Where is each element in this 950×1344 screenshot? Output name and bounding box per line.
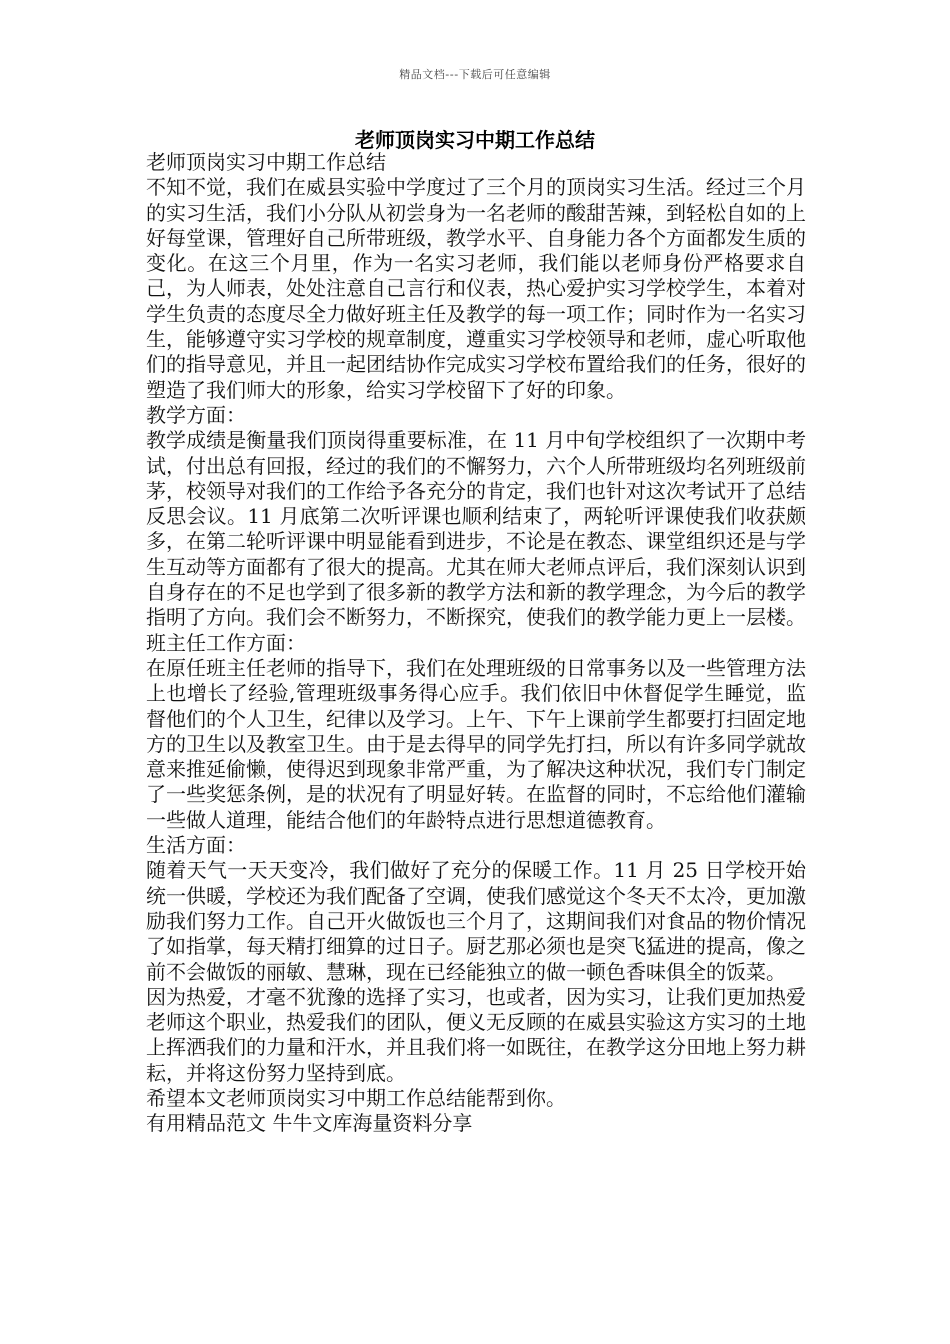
life-paragraph: 随着天气一天天变冷，我们做好了充分的保暖工作。11 月 25 日学校开始统一供暖，学校还为我们配备了空调，使我们感觉这个冬天不太冷，更加激励我们努力工作。自己开火做饭也三个月了，这期间我们对食品的物价情况了如指掌，每天精打细算的过日子。厨艺那必须也是突飞猛进的提高，像之前不会做饭的丽敏、慧琳，现在已经能独立的做一顿色香味俱全的饭菜。	[146, 858, 806, 984]
section-heading-life: 生活方面：	[146, 833, 246, 858]
subtitle-line: 老师顶岗实习中期工作总结	[146, 150, 386, 174]
teaching-paragraph: 教学成绩是衡量我们顶岗得重要标准，在 11 月中旬学校组织了一次期中考试，付出总有回报，经过的我们的不懈努力，六个人所带班级均名列班级前茅，校领导对我们的工作给予各充分的肯定，我们也针对这次考试开了总结反思会议。11 月底第二次听评课也顺利结束了，两轮听评课使我们收获颇多，在第二轮听评课中明显能看到进步，不论是在教态、课堂组织还是与学生互动等方面都有了很大的提高。尤其在师大老师点评后，我们深刻认识到自身存在的不足也学到了很多新的教学方法和新的教学理念，为今后的教学指明了方向。我们会不断努力，不断探究，使我们的教学能力更上一层楼。	[146, 428, 806, 630]
wish-line: 希望本文老师顶岗实习中期工作总结能帮到你。	[146, 1085, 566, 1110]
intro-paragraph: 不知不觉，我们在威县实验中学度过了三个月的顶岗实习生活。经过三个月的实习生活，我们小分队从初尝身为一名老师的酸甜苦辣，到轻松自如的上好每堂课，管理好自己所带班级，教学水平、自身能力各个方面都发生质的变化。在这三个月里，作为一名实习老师，我们能以老师身份严格要求自己，为人师表，处处注意自己言行和仪表，热心爱护实习学校学生，本着对学生负责的态度尽全力做好班主任及教学的每一项工作；同时作为一名实习生，能够遵守实习学校的规章制度，遵重实习学校领导和老师，虚心听取他们的指导意见，并且一起团结协作完成实习学校布置给我们的任务，很好的塑造了我们师大的形象，给实习学校留下了好的印象。	[146, 175, 806, 402]
header-note: 精品文档---下载后可任意编辑	[399, 68, 551, 81]
section-heading-teaching: 教学方面：	[146, 402, 246, 427]
document-body	[146, 150, 806, 1137]
section-heading-class-management: 班主任工作方面：	[146, 630, 306, 655]
document-title: 老师顶岗实习中期工作总结	[355, 128, 595, 152]
class-management-paragraph: 在原任班主任老师的指导下，我们在处理班级的日常事务以及一些管理方法上也增长了经验,管理班级事务得心应手。我们依旧中休督促学生睡觉，监督他们的个人卫生，纪律以及学习。上午、下午上课前学生都要打扫固定地方的卫生以及教室卫生。由于是去得早的同学先打扫，所以有许多同学就故意来推延偷懒，使得迟到现象非常严重，为了解决这种状况，我们专门制定了一些奖惩条例，是的状况有了明显好转。在监督的同时，不忘给他们灌输一些做人道理，能结合他们的年龄特点进行思想道德教育。	[146, 655, 806, 832]
footer-line: 有用精品范文 牛牛文库海量资料分享	[146, 1111, 473, 1136]
closing-paragraph: 因为热爱，才毫不犹豫的选择了实习，也或者，因为实习，让我们更加热爱老师这个职业，热爱我们的团队，便义无反顾的在威县实验这方实习的土地上挥洒我们的力量和汗水，并且我们将一如既往，在教学这分田地上努力耕耘，并将这份努力坚持到底。	[146, 984, 806, 1085]
